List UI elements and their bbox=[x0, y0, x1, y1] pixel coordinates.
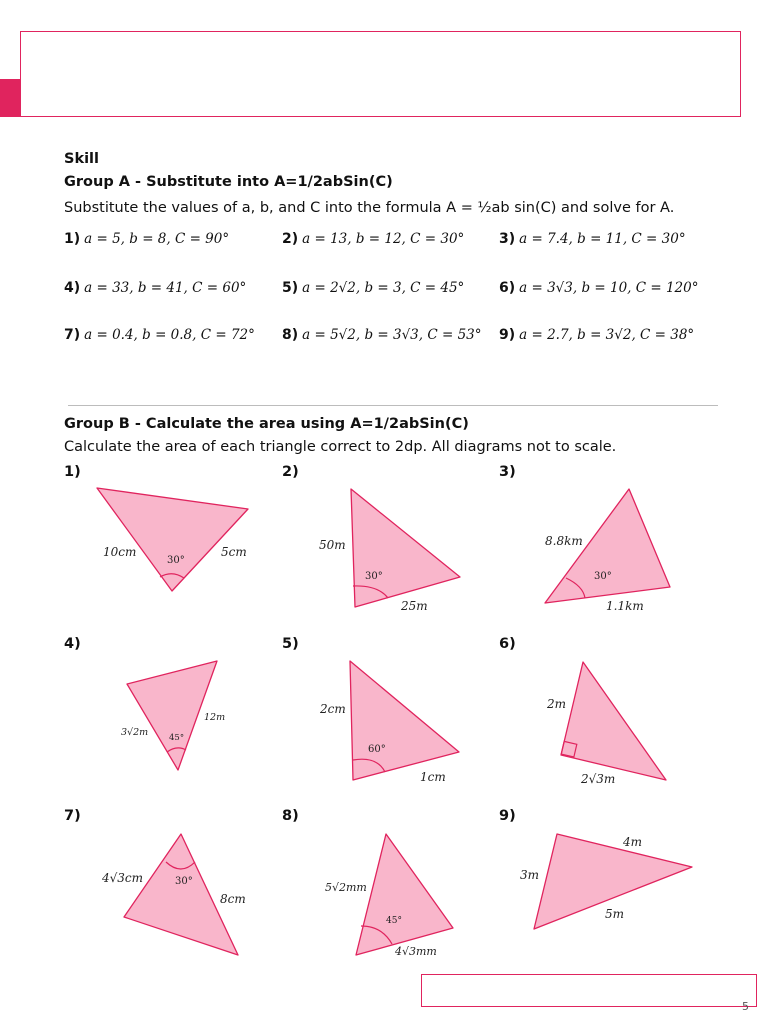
triangle-4 bbox=[121, 661, 225, 770]
triangle-8-shape bbox=[356, 834, 453, 955]
diagram-number-2: 2) bbox=[282, 464, 299, 480]
group-a-instruction: Substitute the values of a, b, and C into the formula A = ½ab sin(C) and solve for A. bbox=[64, 200, 675, 216]
page-number: 5 bbox=[742, 1000, 749, 1013]
skill-label: Skill bbox=[64, 151, 99, 167]
diagram-number-8: 8) bbox=[282, 808, 299, 824]
triangle-2-shape bbox=[351, 489, 460, 607]
group-b-instruction: Calculate the area of each triangle correct to 2dp. All diagrams not to scale. bbox=[64, 439, 617, 455]
triangle-2 bbox=[319, 489, 460, 613]
question-a2: 2) a = 13, b = 12, C = 30° bbox=[282, 231, 465, 247]
triangle-3-side-b: 1.1km bbox=[606, 599, 644, 613]
triangle-5-angle: 60° bbox=[368, 744, 386, 755]
triangle-2-side-b: 25m bbox=[401, 599, 428, 613]
triangle-6-side-a: 2m bbox=[547, 697, 567, 711]
triangle-1-side-a: 10cm bbox=[103, 545, 137, 559]
diagram-number-7: 7) bbox=[64, 808, 81, 824]
triangle-3-side-a: 8.8km bbox=[545, 534, 583, 548]
question-a1: 1) a = 5, b = 8, C = 90° bbox=[64, 231, 230, 247]
triangle-9-side-c: 5m bbox=[605, 907, 625, 921]
triangle-9-side-a: 3m bbox=[520, 868, 540, 882]
question-a4: 4) a = 33, b = 41, C = 60° bbox=[64, 280, 247, 296]
diagram-number-9: 9) bbox=[499, 808, 516, 824]
triangle-1-side-b: 5cm bbox=[221, 545, 247, 559]
diagram-number-4: 4) bbox=[64, 636, 81, 652]
triangle-4-side-a: 3√2m bbox=[121, 727, 149, 738]
triangle-6-shape bbox=[561, 662, 666, 780]
diagram-number-1: 1) bbox=[64, 464, 81, 480]
triangle-4-side-b: 12m bbox=[204, 712, 226, 723]
triangle-8-angle: 45° bbox=[386, 916, 402, 926]
triangle-5-shape bbox=[350, 661, 459, 780]
triangle-6-side-b: 2√3m bbox=[581, 772, 616, 786]
triangle-7-angle: 30° bbox=[175, 876, 193, 887]
group-a-title: Group A - Substitute into A=1/2abSin(C) bbox=[64, 174, 393, 190]
question-a8: 8) a = 5√2, b = 3√3, C = 53° bbox=[282, 327, 482, 343]
triangle-6 bbox=[546, 662, 666, 786]
triangle-2-side-a: 50m bbox=[319, 538, 346, 552]
triangle-3 bbox=[545, 489, 670, 613]
question-a7: 7) a = 0.4, b = 0.8, C = 72° bbox=[64, 327, 255, 343]
triangle-7-side-a: 4√3cm bbox=[102, 871, 144, 885]
triangle-2-angle: 30° bbox=[365, 571, 383, 582]
triangle-3-angle: 30° bbox=[594, 571, 612, 582]
triangle-1-angle: 30° bbox=[167, 555, 185, 566]
triangle-1 bbox=[97, 488, 248, 591]
triangle-4-angle: 45° bbox=[169, 733, 185, 743]
question-a6: 6) a = 3√3, b = 10, C = 120° bbox=[499, 280, 699, 296]
triangle-7 bbox=[101, 834, 246, 955]
triangle-5 bbox=[319, 661, 459, 784]
triangle-8-side-b: 4√3mm bbox=[395, 945, 437, 958]
triangle-5-side-b: 1cm bbox=[420, 770, 446, 784]
question-a5: 5) a = 2√2, b = 3, C = 45° bbox=[282, 280, 465, 296]
triangle-7-side-b: 8cm bbox=[220, 892, 246, 906]
question-a9: 9) a = 2.7, b = 3√2, C = 38° bbox=[499, 327, 695, 343]
footer-box bbox=[421, 974, 757, 1007]
triangle-1-shape bbox=[97, 488, 248, 591]
triangle-5-side-a: 2cm bbox=[320, 702, 346, 716]
triangle-8-side-a: 5√2mm bbox=[325, 881, 367, 894]
triangle-9-side-b: 4m bbox=[623, 835, 643, 849]
triangle-8 bbox=[325, 834, 453, 958]
diagram-number-3: 3) bbox=[499, 464, 516, 480]
diagram-number-6: 6) bbox=[499, 636, 516, 652]
diagram-number-5: 5) bbox=[282, 636, 299, 652]
question-a3: 3) a = 7.4, b = 11, C = 30° bbox=[499, 231, 686, 247]
triangle-9 bbox=[520, 834, 692, 929]
group-b-title: Group B - Calculate the area using A=1/2abSin(C) bbox=[64, 416, 469, 432]
